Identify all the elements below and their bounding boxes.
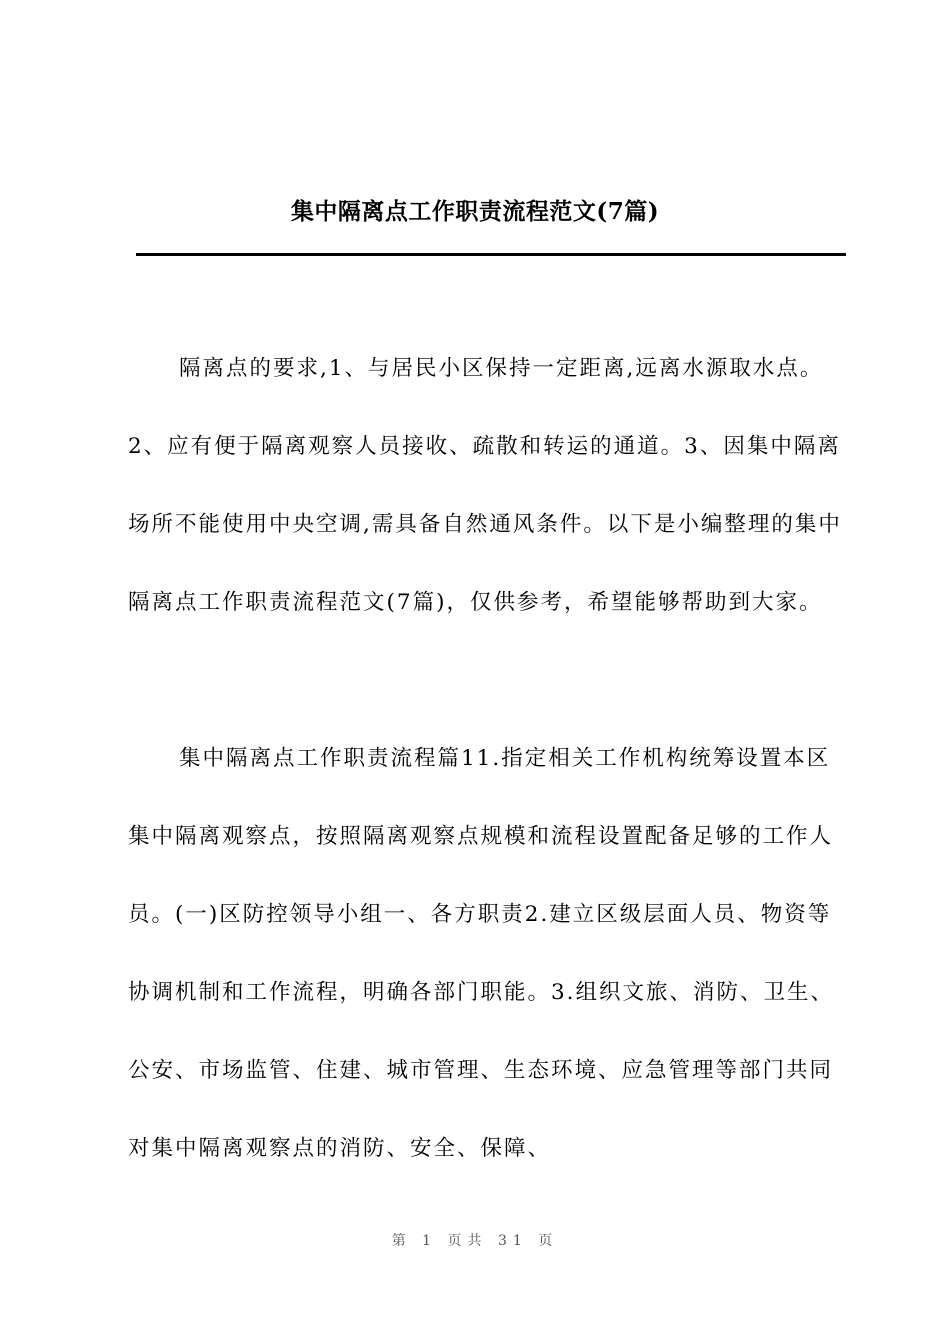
document-title: 集中隔离点工作职责流程范文(7篇) [290, 198, 660, 225]
title-underline [136, 253, 846, 256]
paragraph-section-1: 集中隔离点工作职责流程篇11.指定相关工作机构统筹设置本区集中隔离观察点，按照隔离观察点规模和流程设置配备足够的工作人员。(一)区防控领导小组一、各方职责2.建立区级层面人员、物资等协调机制和工作流程，明确各部门职能。3.组织文旅、消防、卫生、公安、市场监管、住建、城市管理、生态环境、应急管理等部门共同对集中隔离观察点的消防、安全、保障、 [128, 746, 835, 1161]
page-number-footer: 第 1 页共 31 页 [391, 1233, 559, 1249]
paragraph-intro: 隔离点的要求,1、与居民小区保持一定距离,远离水源取水点。2、应有便于隔离观察人员接收、疏散和转运的通道。3、因集中隔离场所不能使用中央空调,需具备自然通风条件。以下是小编整理的集中隔离点工作职责流程范文(7篇)，仅供参考，希望能够帮助到大家。 [128, 356, 842, 615]
